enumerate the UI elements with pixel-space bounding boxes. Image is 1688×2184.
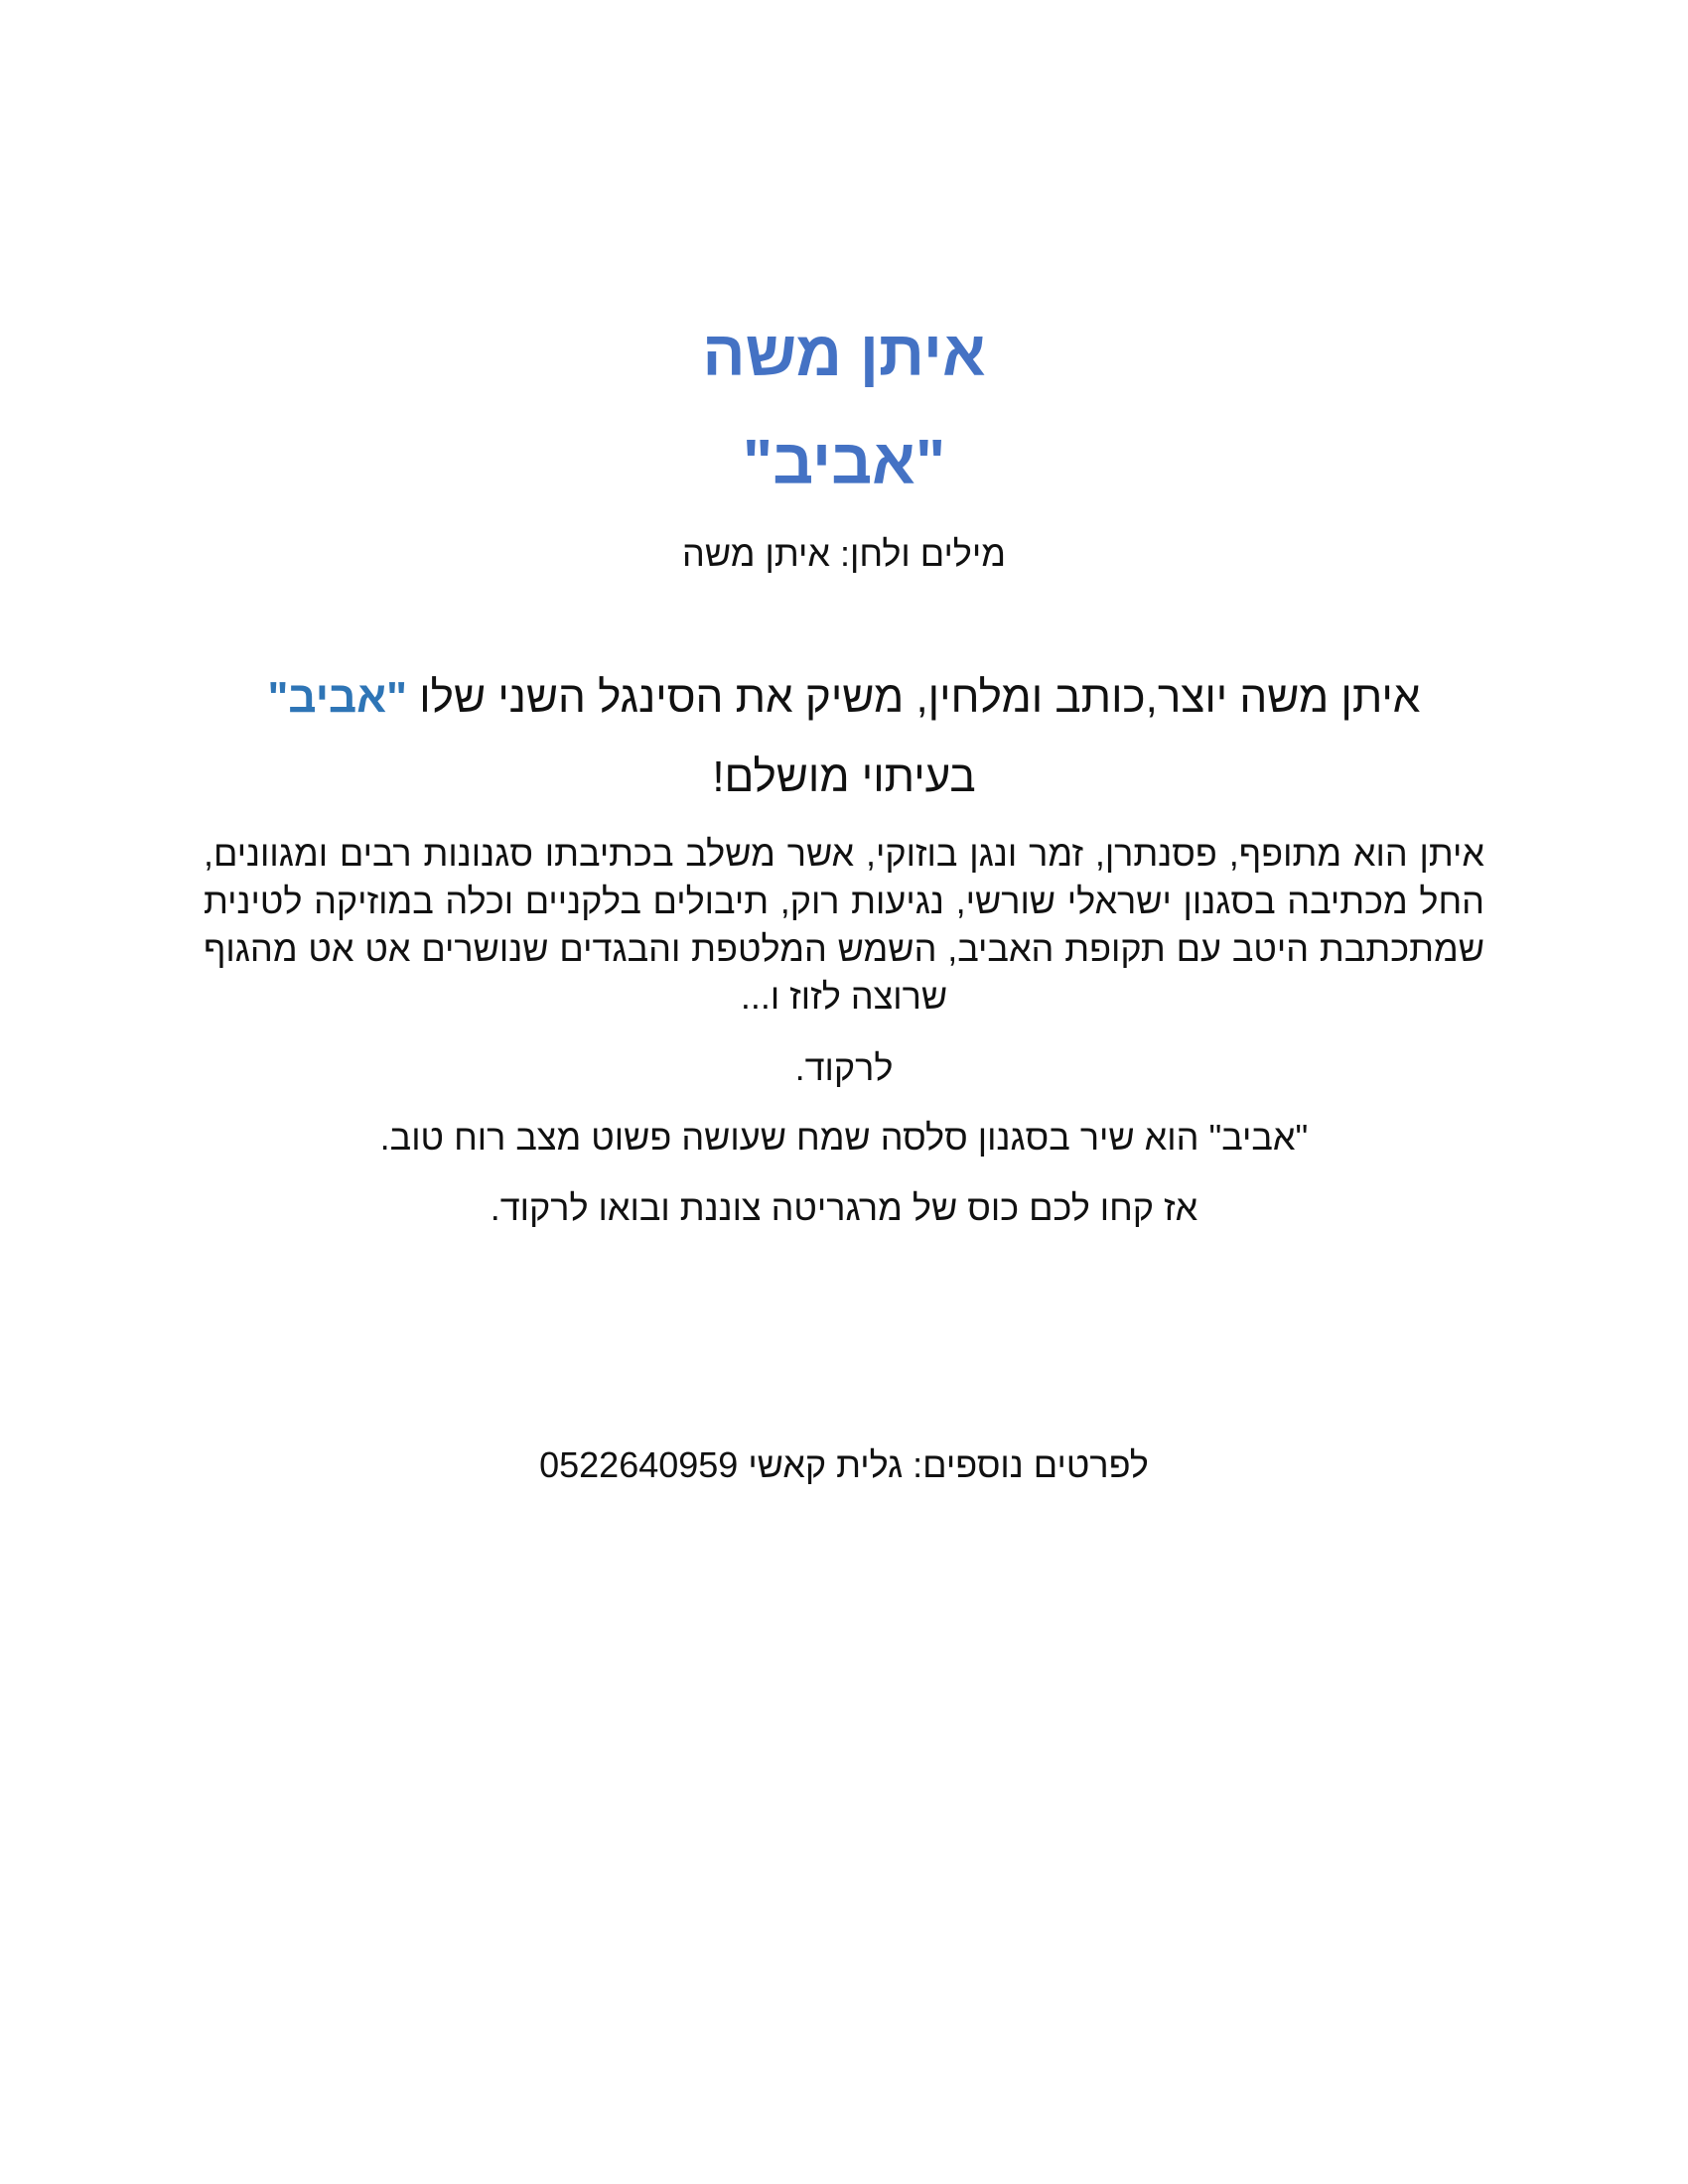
song-title: "אביב" xyxy=(742,426,946,497)
contact-details: לפרטים נוספים: גלית קאשי 0522640959 xyxy=(539,1444,1149,1485)
announcement-headline-text: איתן משה יוצר,כותב ומלחין, משיק את הסינגל השני שלו xyxy=(407,673,1421,722)
bio-line: שרוצה לזוז ו... xyxy=(740,976,948,1017)
salsa-description: "אביב" הוא שיר בסגנון סלסה שמח שעושה פשוט מצב רוח טוב. xyxy=(379,1117,1309,1158)
margarita-invitation: אז קחו לכם כוס של מרגריטה צוננת ובואו לרקוד. xyxy=(490,1187,1198,1228)
artist-name-title: איתן משה xyxy=(702,318,986,389)
dance-line: לרקוד. xyxy=(794,1047,894,1088)
song-credits: מילים ולחן: איתן משה xyxy=(682,533,1006,574)
announcement-headline-line2: בעיתוי מושלם! xyxy=(712,752,976,801)
bio-line: החל מכתיבה בסגנון ישראלי שורשי, נגיעות רוק, תיבולים בלקניים וכלה במוזיקה לטינית xyxy=(204,881,1484,921)
artist-bio-paragraph xyxy=(204,830,1484,1021)
bio-line: איתן הוא מתופף, פסנתרן, זמר ונגן בוזוקי, אשר משלב בכתיבתו סגנונות רבים ומגוונים, xyxy=(204,833,1484,874)
announcement-headline xyxy=(0,670,1688,726)
bio-line: שמתכתבת היטב עם תקופת האביב, השמש המלטפת והבגדים שנושרים אט אט מהגוף xyxy=(204,928,1484,969)
announcement-song-name: "אביב" xyxy=(267,673,408,722)
